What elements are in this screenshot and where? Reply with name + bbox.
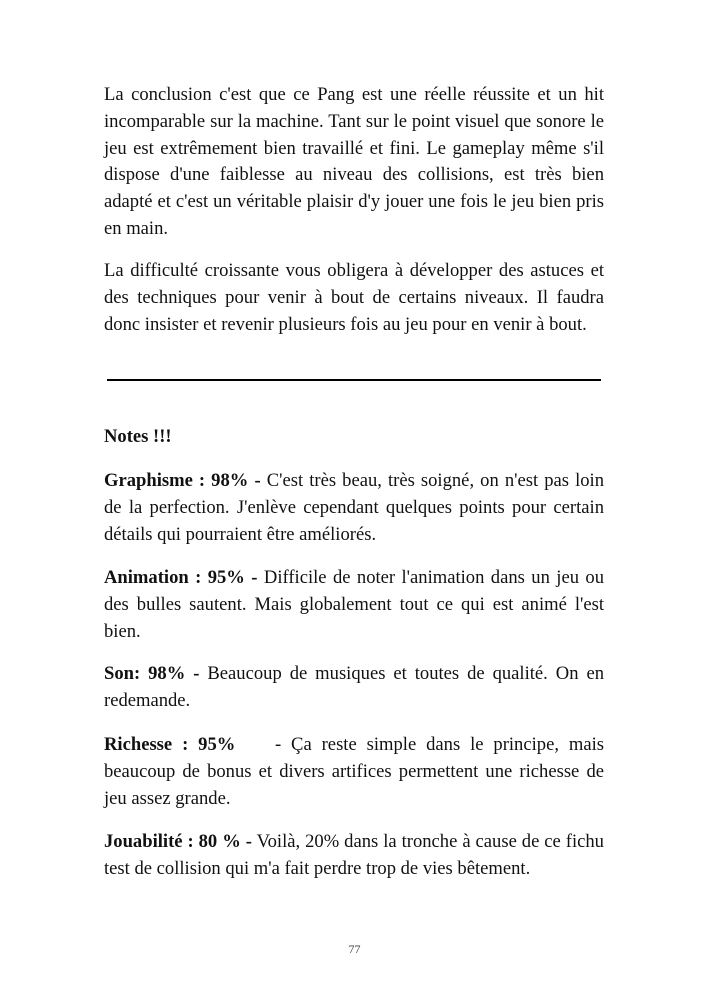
- note-text: Beaucoup de musiques et toutes de qualité. On en redemande.: [104, 663, 604, 711]
- note-label: Richesse : 95%: [104, 734, 236, 755]
- difficulty-paragraph: La difficulté croissante vous obligera à développer des astuces et des techniques pour venir à bout de certains niveaux. Il faudra donc insister et revenir plusieurs fois au jeu pour en venir à bout.: [104, 260, 604, 335]
- page-number: 77: [348, 942, 361, 956]
- note-label: Son: 98% -: [104, 663, 200, 684]
- note-text: Difficile de noter l'animation dans un jeu ou des bulles sautent. Mais globalement tout ce qui est animé l'est bien.: [104, 567, 604, 642]
- note-son: [104, 661, 604, 715]
- note-graphisme: [104, 468, 604, 548]
- note-label: Graphisme : 98% -: [104, 470, 261, 491]
- note-text: - Ça reste simple dans le principe, mais beaucoup de bonus et divers artifices permettent une richesse de jeu assez grande.: [104, 734, 609, 809]
- note-label: Animation : 95% -: [104, 567, 258, 588]
- note-jouabilite: [104, 829, 604, 883]
- note-richesse: [104, 732, 609, 812]
- conclusion-paragraph: La conclusion c'est que ce Pang est une réelle réussite et un hit incomparable sur la machine. Tant sur le point visuel que sonore le jeu est extrêmement bien travaillé et fini. Le gameplay même s'il dispose d'une faiblesse au niveau des collisions, est très bien adapté et c'est un véritable plaisir d'y jouer une fois le jeu bien pris en main.: [104, 84, 604, 239]
- horizontal-divider: [107, 379, 601, 381]
- note-text: C'est très beau, très soigné, on n'est pas loin de la perfection. J'enlève cependant quelques points pour certain détails qui pourraient être améliorés.: [104, 470, 605, 545]
- note-text: Voilà, 20% dans la tronche à cause de ce fichu test de collision qui m'a fait perdre trop de vies bêtement.: [104, 831, 604, 879]
- notes-heading: Notes !!!: [104, 426, 172, 447]
- note-label: Jouabilité : 80 % -: [104, 831, 252, 852]
- note-animation: [104, 565, 604, 645]
